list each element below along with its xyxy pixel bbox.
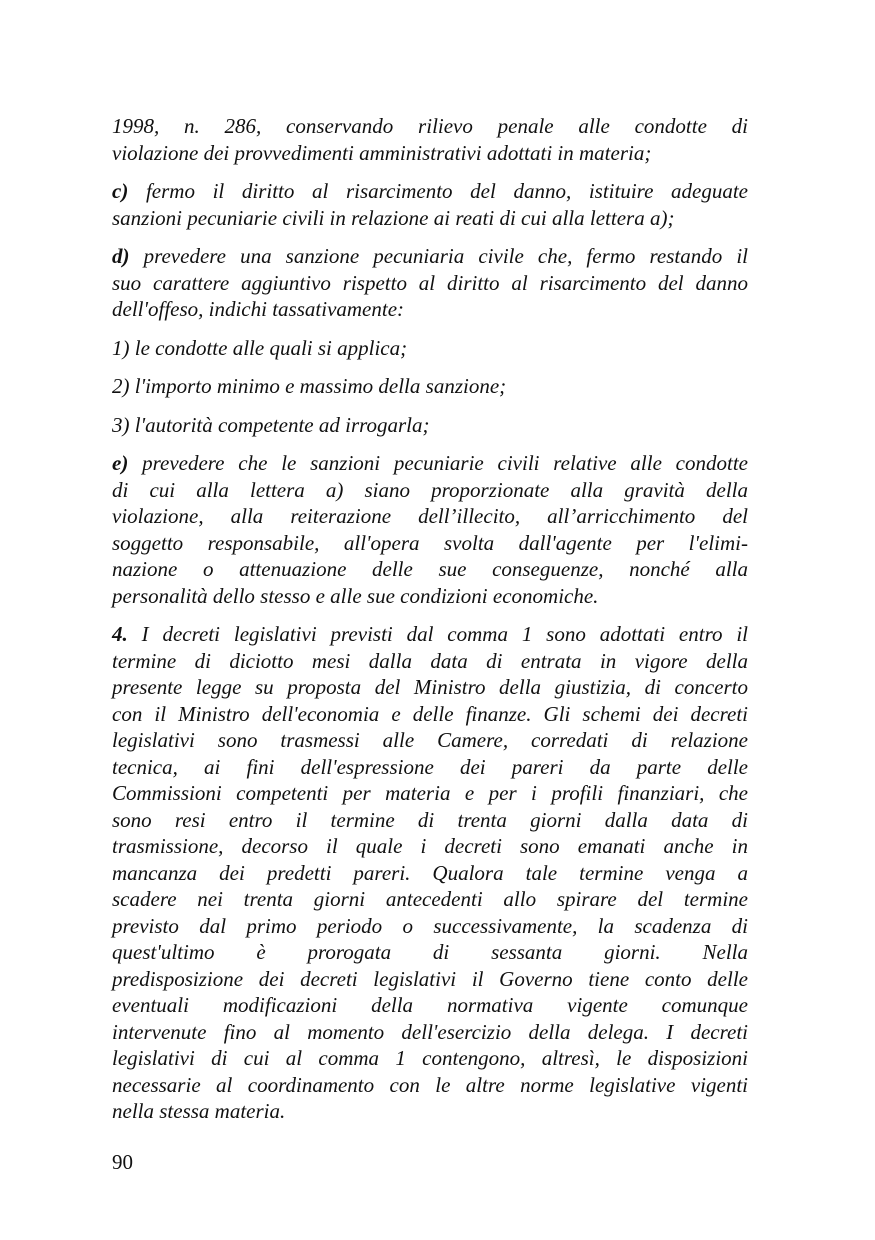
line-text: tecnica, ai fini dell'espressione dei pareri da parte delle bbox=[112, 754, 748, 779]
line-text: personalità dello stesso e alle sue condizioni economiche. bbox=[112, 583, 599, 608]
line-text: dell'offeso, indichi tassativamente: bbox=[112, 297, 405, 321]
line-text: con il Ministro dell'economia e delle finanze. Gli schemi dei decreti bbox=[112, 701, 748, 726]
line-text: suo carattere aggiuntivo rispetto al diritto al risarcimento del danno bbox=[112, 270, 748, 295]
line-text: legislativi sono trasmessi alle Camere, corredati di relazione bbox=[112, 728, 748, 752]
text-line bbox=[112, 450, 748, 476]
text-line bbox=[112, 621, 748, 647]
line-text: di cui alla lettera a) siano proporzionate alla gravità della bbox=[112, 477, 748, 502]
text-line bbox=[112, 992, 748, 1018]
line-text: violazione dei provvedimenti amministrativi adottati in materia; bbox=[112, 140, 652, 165]
text-line bbox=[112, 270, 748, 296]
text-line bbox=[112, 860, 748, 886]
text-line bbox=[112, 335, 748, 361]
line-text: sanzioni pecuniarie civili in relazione ai reati di cui alla lettera a); bbox=[112, 205, 675, 230]
line-text: Commissioni competenti per materia e per i profili finanziari, che bbox=[112, 781, 748, 805]
line-text: legislativi di cui al comma 1 contengono, altresì, le disposizioni bbox=[112, 1046, 748, 1070]
text-line bbox=[112, 701, 748, 727]
line-text: sono resi entro il termine di trenta giorni dalla data di bbox=[112, 807, 748, 832]
text-line bbox=[112, 243, 748, 269]
text-line bbox=[112, 373, 748, 399]
line-text: scadere nei trenta giorni antecedenti allo spirare del termine bbox=[112, 887, 748, 911]
text-line bbox=[112, 674, 748, 700]
text-line bbox=[112, 913, 748, 939]
text-line bbox=[112, 886, 748, 912]
text-line bbox=[112, 780, 748, 806]
text-line bbox=[112, 939, 748, 965]
line-text: 1) le condotte alle quali si applica; bbox=[112, 335, 408, 360]
line-text: nazione o attenuazione delle sue conseguenze, nonché alla bbox=[112, 557, 748, 581]
line-text: previsto dal primo periodo o successivamente, la scadenza di bbox=[112, 913, 748, 938]
text-line bbox=[112, 113, 748, 139]
text-line bbox=[112, 833, 748, 859]
text-line bbox=[112, 1072, 748, 1098]
text-line bbox=[112, 1098, 748, 1124]
line-text: presente legge su proposta del Ministro della giustizia, di concerto bbox=[112, 675, 748, 699]
text-line bbox=[112, 754, 748, 780]
text-line bbox=[112, 140, 748, 166]
line-text: termine di diciotto mesi dalla data di entrata in vigore della bbox=[112, 648, 748, 673]
line-text: mancanza dei predetti pareri. Qualora tale termine venga a bbox=[112, 860, 748, 885]
line-text: 2) l'importo minimo e massimo della sanzione; bbox=[112, 374, 507, 398]
text-line bbox=[112, 1019, 748, 1045]
text-line bbox=[112, 1045, 748, 1071]
line-text: quest'ultimo è prorogata di sessanta giorni. Nella bbox=[112, 940, 748, 964]
text-line bbox=[112, 556, 748, 582]
line-text: nella stessa materia. bbox=[112, 1099, 286, 1123]
line-text: 3) l'autorità competente ad irrogarla; bbox=[112, 412, 430, 437]
line-text: trasmissione, decorso il quale i decreti sono emanati anche in bbox=[112, 834, 748, 858]
text-line bbox=[112, 648, 748, 674]
item-marker: e) bbox=[112, 451, 129, 475]
text-line bbox=[112, 178, 748, 204]
text-line bbox=[112, 807, 748, 833]
line-text: eventuali modificazioni della normativa vigente comunque bbox=[112, 993, 748, 1017]
line-text: soggetto responsabile, all'opera svolta dall'agente per l'elimi- bbox=[112, 530, 748, 555]
text-line bbox=[112, 205, 748, 231]
page-number: 90 bbox=[112, 1150, 133, 1174]
item-marker: 4. bbox=[112, 622, 128, 646]
line-text: necessarie al coordinamento con le altre norme legislative vigenti bbox=[112, 1072, 748, 1097]
line-text: 1998, n. 286, conservando rilievo penale alle condotte di bbox=[112, 114, 748, 138]
item-marker: c) bbox=[112, 179, 129, 203]
item-marker: d) bbox=[112, 244, 130, 268]
line-text: fermo il diritto al risarcimento del danno, istituire adeguate bbox=[128, 179, 748, 203]
line-text: I decreti legislativi previsti dal comma 1 sono adottati entro il bbox=[127, 622, 748, 646]
line-text: predisposizione dei decreti legislativi il Governo tiene conto delle bbox=[112, 966, 748, 991]
text-line bbox=[112, 530, 748, 556]
text-line bbox=[112, 412, 748, 438]
line-text: violazione, alla reiterazione dell’illecito, all’arricchimento del bbox=[112, 504, 748, 528]
text-line bbox=[112, 503, 748, 529]
line-text: prevedere una sanzione pecuniaria civile che, fermo restando il bbox=[129, 244, 748, 268]
text-line bbox=[112, 966, 748, 992]
text-line bbox=[112, 583, 748, 609]
line-text: intervenute fino al momento dell'esercizio della delega. I decreti bbox=[112, 1019, 748, 1044]
line-text: prevedere che le sanzioni pecuniarie civili relative alle condotte bbox=[128, 451, 748, 475]
text-line bbox=[112, 477, 748, 503]
text-line bbox=[112, 727, 748, 753]
text-line bbox=[112, 296, 748, 322]
